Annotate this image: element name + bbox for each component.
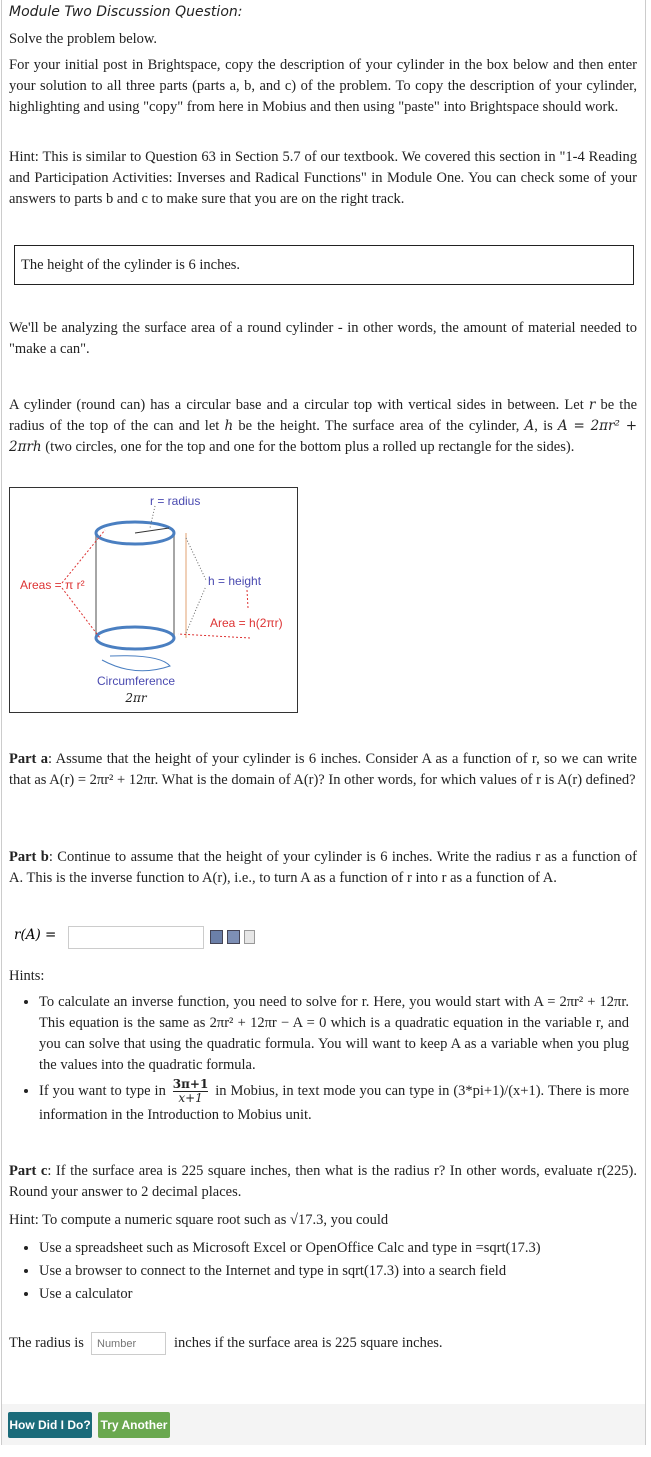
var-h: h <box>224 418 234 434</box>
height-label: h = height <box>208 574 262 588</box>
part-b-text: : Continue to assume that the height of your cylinder is 6 inches. Write the radius r as a function of A. This is the inverse function to A(r), i.e., to turn A as a function of r into r as a function of A. <box>9 849 637 886</box>
option-item: • Use a spreadsheet such as Microsoft Excel or OpenOffice Calc and type in =sqrt(17.3) <box>39 1238 629 1259</box>
part-c-text: : If the surface area is 225 square inches, then what is the radius r? In other words, evaluate r(225). Round your answer to 2 decimal places. <box>9 1163 637 1200</box>
var-A: A <box>524 418 535 434</box>
surface-area-formula: A = 2πr² + 2πrh <box>9 418 638 455</box>
hints-list <box>9 992 629 1128</box>
analysis-paragraph: We'll be analyzing the surface area of a round cylinder - in other words, the amount of material needed to "make a can". <box>9 320 637 357</box>
hint-item: • If you want to type in $\frac{3\pi+1}{x+1}$ in Mobius, in text mode you can type in (3*pi+1)/(x+1). There is more information in the Introduction to Mobius unit. <box>39 1078 629 1126</box>
intro-line: Solve the problem below. <box>9 31 158 47</box>
side-area-label: Area = h(2πr) <box>210 616 283 630</box>
part-c-hint: Hint: To compute a numeric square root such as √17.3, you could <box>9 1212 389 1228</box>
intro-hint: Hint: This is similar to Question 63 in Section 5.7 of our textbook. We covered this section in "1-4 Reading and Participation Activities: Inverses and Radical Functions" in Module One. You can check some of your answers to parts b and c to make sure that you are on the right track. <box>9 149 637 207</box>
option-item: • Use a calculator <box>39 1284 629 1305</box>
try-another-button[interactable]: Try Another <box>98 1412 170 1438</box>
radius-label: r = radius <box>150 494 201 508</box>
cylinder-svg <box>10 488 297 712</box>
how-did-i-do-button[interactable]: How Did I Do? <box>8 1412 92 1438</box>
radius-answer-pre: The radius is <box>9 1335 84 1351</box>
circumference-label: Circumference <box>96 674 176 688</box>
part-a-text: : Assume that the height of your cylinder is 6 inches. Consider A as a function of r, so we can write that as A(r) = 2πr² + 12πr. What is the domain of A(r)? In other words, for which values of r is A(r) defined? <box>9 751 637 788</box>
document-icon[interactable] <box>244 930 255 944</box>
cylinder-definition: A cylinder (round can) has a circular base and a circular top with vertical sides in between. Let r be the radius of the top of the can and let h be the height. The surface area of the cylinder, A, is A = 2πr² + 2πrh (two circles, one for the top and one for the bottom plus a rolled up rectangle for the sides). <box>9 397 638 455</box>
radius-answer-post: inches if the surface area is 225 square inches. <box>174 1335 443 1351</box>
part-c <box>9 1161 637 1203</box>
part-b <box>9 847 637 889</box>
areas-label: Areas = π r² <box>20 578 85 592</box>
fraction: $\frac{3\pi+1}{x+1}$ <box>172 1077 209 1105</box>
part-b-answer-input[interactable] <box>68 926 204 949</box>
part-b-input-label: r(A) = <box>14 927 57 943</box>
preview-icon[interactable] <box>227 930 240 944</box>
side-area-pointer-2 <box>178 634 250 638</box>
cylinder-description-box[interactable] <box>14 245 634 285</box>
part-c-label: Part c <box>9 1163 48 1179</box>
option-item: • Use a browser to connect to the Internet and type in sqrt(17.3) into a search field <box>39 1261 629 1282</box>
side-area-pointer <box>247 590 248 608</box>
areas-pointer-bottom <box>62 588 100 638</box>
radius-number-input[interactable] <box>91 1332 166 1355</box>
part-a <box>9 749 637 791</box>
cylinder-diagram <box>9 487 298 713</box>
var-r: r <box>588 397 596 413</box>
intro-paragraph: For your initial post in Brightspace, copy the description of your cylinder in the box below and then enter your solution to all three parts (parts a, b, and c) of the problem. To copy the description of your cylinder, highlighting and using "copy" from here in Mobius and then using "paste" into Brightspace should work. <box>9 57 637 115</box>
hint-item: • To calculate an inverse function, you need to solve for r. Here, you would start with A = 2πr² + 12πr. This equation is the same as 2πr² + 12πr − A = 0 which is a quadratic equation in the variable r, and you can solve that using the quadratic formula. You will want to keep A as a variable when you plug the values into the quadratic formula. <box>39 992 629 1076</box>
sqrt-options <box>9 1238 629 1307</box>
module-header: Module Two Discussion Question: <box>9 4 243 20</box>
equation-editor-icons[interactable] <box>210 930 260 946</box>
circumference-value: 2πr <box>125 691 147 705</box>
cylinder-description: The height of the cylinder is 6 inches. <box>21 257 241 273</box>
equation-editor-icon[interactable] <box>210 930 223 944</box>
part-a-label: Part a <box>9 751 48 767</box>
circumference-arc <box>102 656 170 671</box>
height-pointer-top <box>186 538 206 580</box>
height-pointer-bottom <box>186 586 206 633</box>
part-b-label: Part b <box>9 849 49 865</box>
hints-title: Hints: <box>9 968 45 984</box>
